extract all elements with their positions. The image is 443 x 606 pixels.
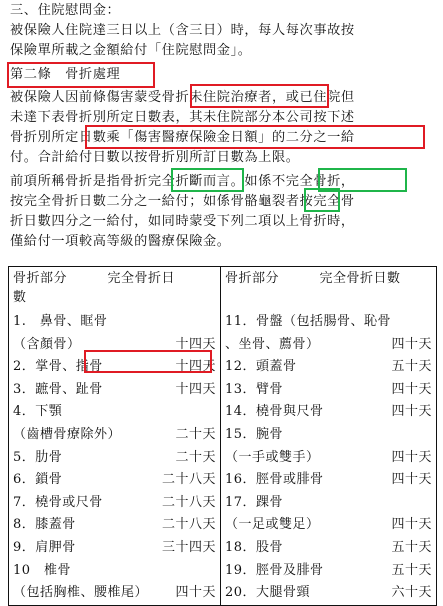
fracture-days: 五十天: [391, 562, 432, 578]
table-row: [225, 447, 432, 470]
bone-part: 1. 鼻骨、眶骨: [13, 314, 108, 329]
table-row: [13, 424, 216, 447]
text-line: 折日數四分之一給付，如同時蒙受下列二項以上骨折時，: [10, 214, 355, 229]
article-heading: 第二條 骨折處理: [10, 67, 121, 82]
bone-part: （包括胸椎、腰椎尾）: [13, 585, 149, 601]
right-header-text: 骨折部分 完全骨折日數: [225, 271, 401, 286]
left-header-line-1: 骨折部分 完全骨折日: [13, 271, 176, 286]
fracture-days: 十四天: [175, 359, 216, 375]
bone-part: 7．橈骨或尺骨: [13, 494, 103, 510]
bone-part: 18．股骨: [225, 539, 284, 555]
fracture-days: 二十八天: [161, 517, 216, 533]
fracture-days: 四十天: [391, 517, 432, 533]
bone-part: 6．鎖骨: [13, 472, 63, 488]
bone-part: 17．踝骨: [225, 494, 284, 510]
bone-part: 16．脛骨或腓骨: [225, 472, 324, 488]
table-row: [13, 401, 216, 424]
fracture-days: 二十八天: [161, 494, 216, 510]
table-row: [225, 311, 432, 334]
bone-part: 10 椎骨: [13, 562, 72, 578]
table-row: [225, 401, 432, 424]
fracture-days: 四十天: [175, 585, 216, 601]
table-row: [13, 311, 216, 334]
table-row: [225, 582, 432, 605]
fracture-days: 四十天: [391, 472, 432, 488]
table-row: [225, 537, 432, 560]
text-line: 被保險人因前條傷害蒙受骨折未住院治療者，或已住院但: [10, 90, 355, 105]
bone-part: （一足或雙足）: [225, 517, 320, 533]
section-heading: 三、住院慰問金：: [10, 3, 121, 18]
fracture-days: 四十天: [391, 449, 432, 465]
table-row: [225, 514, 432, 537]
table-row: [13, 560, 216, 583]
table-row: [13, 379, 216, 402]
left-column: [9, 311, 221, 605]
left-header-line-2: 數: [13, 290, 27, 305]
bone-part: 2．掌骨、指骨: [13, 359, 103, 375]
bone-part: 4．下顎: [13, 404, 63, 420]
table-row: [225, 560, 432, 583]
table-row: [225, 379, 432, 402]
table-header-row: [9, 267, 437, 312]
text-line: 骨折別所定日數乘「傷害醫療保險金日額」的二分之一給: [10, 130, 355, 145]
bone-part: （含顏骨）: [13, 336, 81, 352]
bone-part: 14．橈骨與尺骨: [225, 404, 324, 420]
text-line: 保險單所載之金額給付「住院慰問金」。: [10, 43, 252, 58]
bone-part: 8．膝蓋骨: [13, 517, 76, 533]
text-line: 按完全骨折日數二分之一給付；如係骨骼龜裂者按完全骨: [10, 194, 355, 209]
fracture-days: 六十天: [391, 585, 432, 601]
table-row: [13, 582, 216, 605]
fracture-days: 五十天: [391, 359, 432, 375]
fracture-table: [8, 266, 437, 606]
fracture-days: 十四天: [175, 381, 216, 397]
table-row: [13, 356, 216, 379]
bone-part: 3．蹠骨、趾骨: [13, 381, 103, 397]
table-row: [225, 492, 432, 515]
text-line: 付。合計給付日數以按骨折別所訂日數為上限。: [10, 150, 300, 165]
bone-part: 9．肩胛骨: [13, 539, 76, 555]
bone-part: 12．頭蓋骨: [225, 359, 297, 375]
bone-part: 19．脛骨及腓骨: [225, 562, 324, 578]
fracture-days: 三十四天: [161, 539, 216, 555]
text-line: 僅給付一項較高等級的醫療保險金。: [10, 234, 231, 249]
text-line: 前項所稱骨折是指骨折完全折斷而言。如係不完全骨折，: [10, 174, 355, 189]
fracture-days: 十四天: [175, 336, 216, 352]
table-row: [13, 492, 216, 515]
bone-part: 、坐骨、薦骨）: [225, 336, 320, 352]
text-line: 未達下表骨折別所定日數表，其未住院部分本公司按下述: [10, 110, 355, 125]
table-row: [13, 447, 216, 470]
table-body-row: [9, 311, 437, 605]
fracture-days: 四十天: [391, 381, 432, 397]
fracture-days: 二十天: [175, 426, 216, 442]
table-row: [13, 469, 216, 492]
bone-part: （齒槽骨療除外）: [13, 426, 122, 442]
table-row: [13, 334, 216, 357]
right-column-header: [221, 267, 437, 312]
bone-part: 5．肋骨: [13, 449, 63, 465]
fracture-days: 二十天: [175, 449, 216, 465]
fracture-days: 二十八天: [161, 472, 216, 488]
fracture-days: 四十天: [391, 404, 432, 420]
table-row: [225, 424, 432, 447]
table-row: [13, 537, 216, 560]
table-row: [225, 356, 432, 379]
table-row: [13, 514, 216, 537]
table-row: [225, 469, 432, 492]
text-line: 被保險人住院達三日以上（含三日）時，每人每次事故按: [10, 23, 355, 38]
bone-part: 13．臂骨: [225, 381, 284, 397]
bone-part: （一手或雙手）: [225, 449, 320, 465]
right-column: [221, 311, 437, 605]
left-column-header: [9, 267, 221, 312]
bone-part: 20．大腿骨頸: [225, 585, 311, 601]
fracture-days: 五十天: [391, 539, 432, 555]
bone-part: 15．腕骨: [225, 426, 284, 442]
bone-part: 11．骨盤（包括腸骨、恥骨: [225, 314, 392, 329]
table-row: [225, 334, 432, 357]
fracture-days: 四十天: [391, 336, 432, 352]
